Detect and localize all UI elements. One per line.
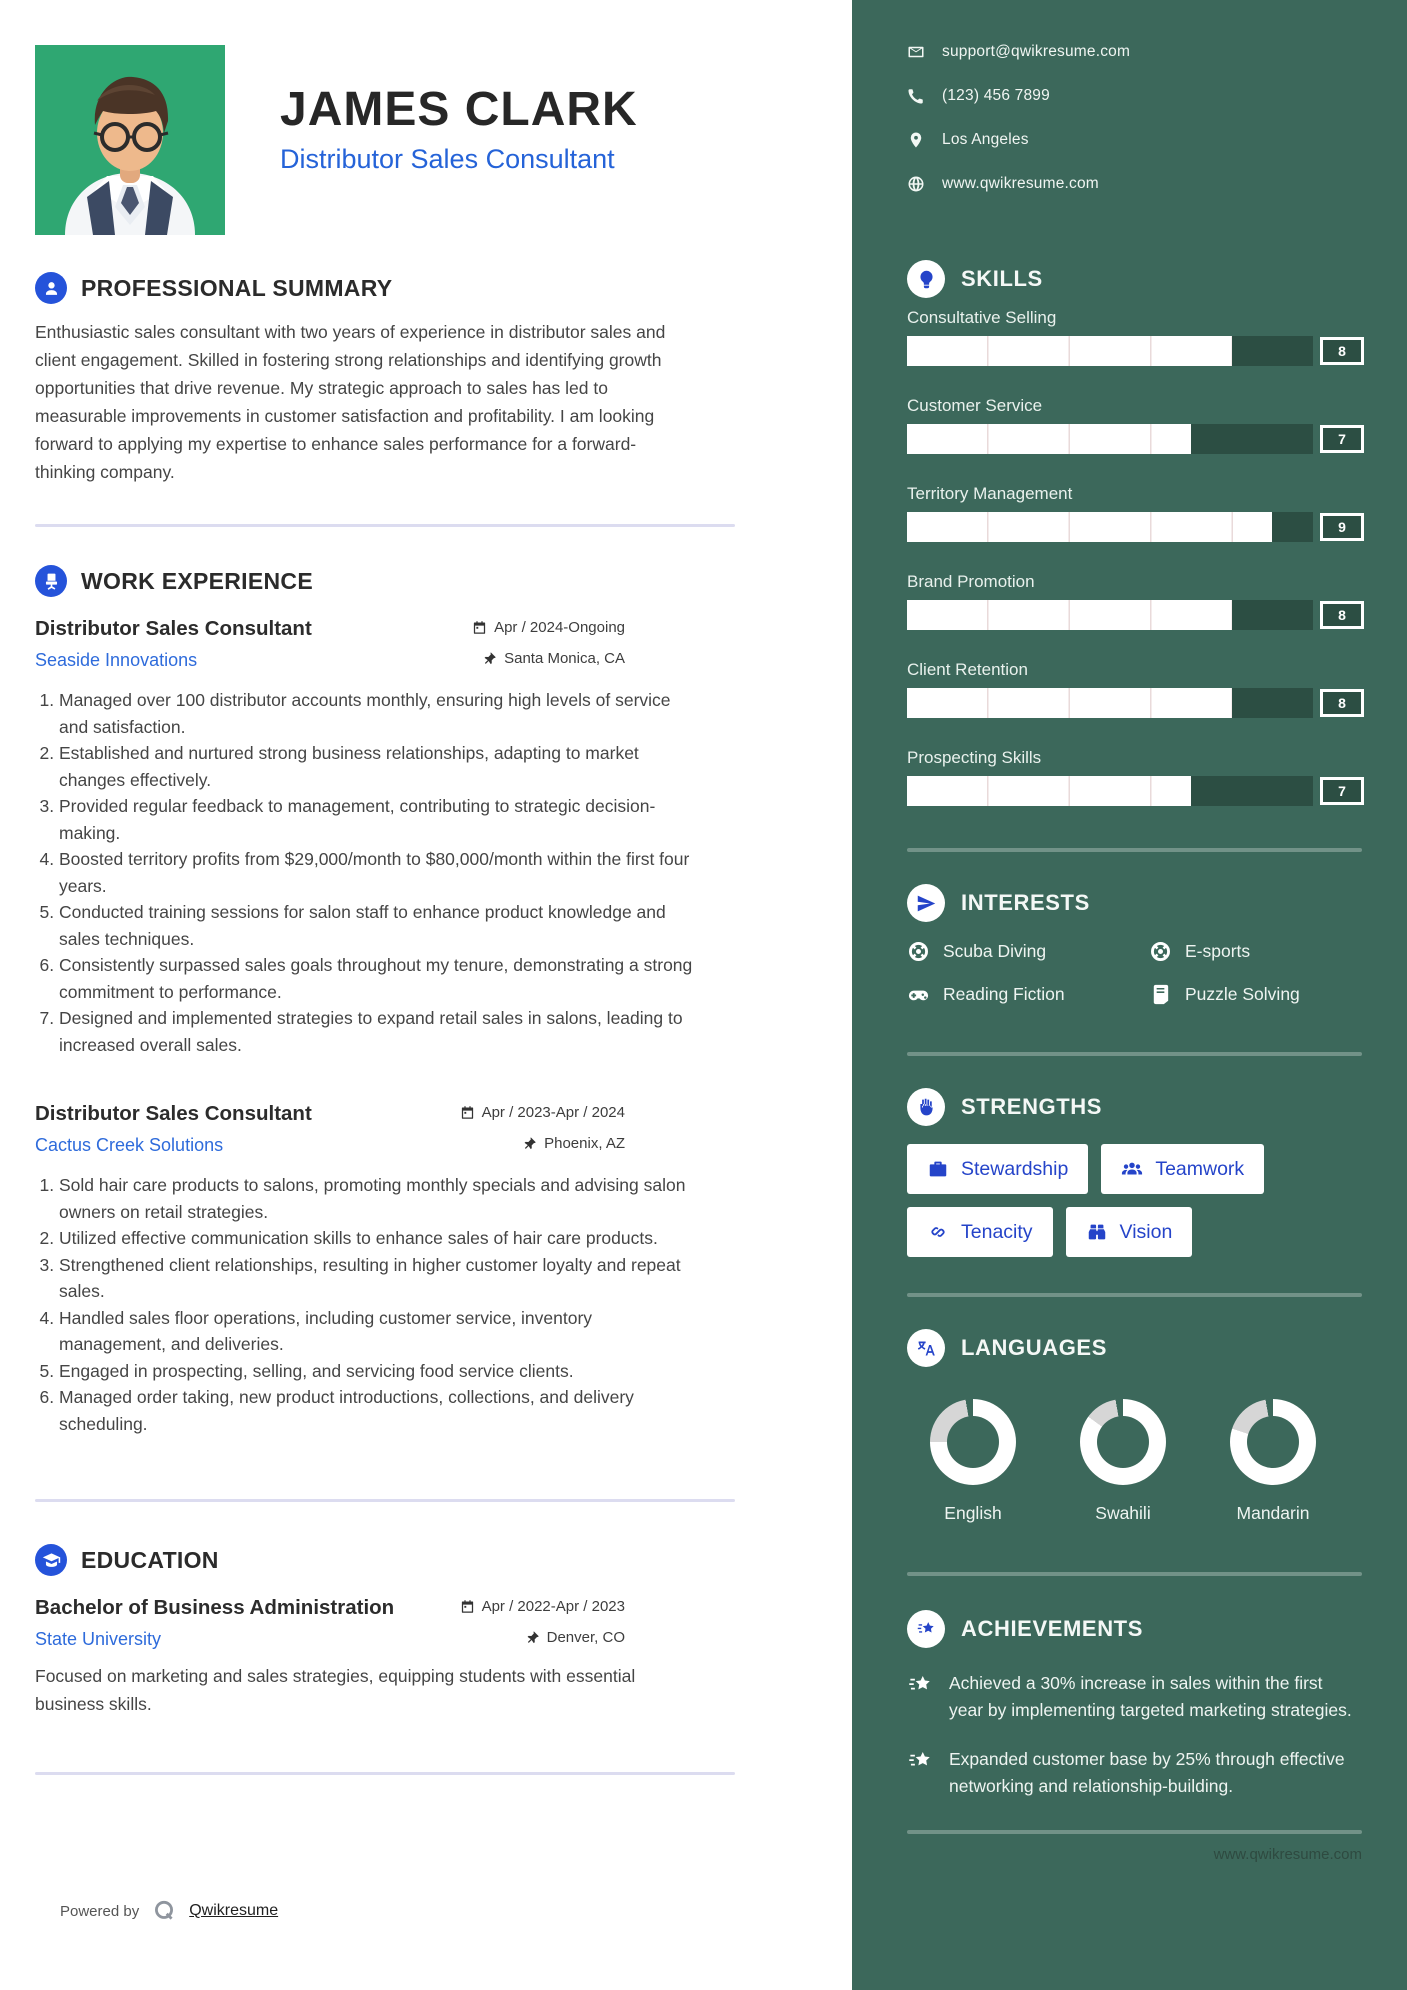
- language-item: [1213, 1399, 1333, 1524]
- skill-bar-fill: [907, 512, 1272, 542]
- profile-photo: [35, 45, 225, 235]
- contact-email[interactable]: support@qwikresume.com: [907, 30, 1362, 74]
- translate-icon: [907, 1329, 945, 1367]
- skill-bar-row: [907, 688, 1362, 718]
- strength-label: Teamwork: [1155, 1157, 1245, 1180]
- skill-score-badge: 8: [1320, 689, 1364, 717]
- interest-item: [1149, 983, 1362, 1006]
- strength-pill: [1101, 1144, 1264, 1194]
- book-icon: [1149, 983, 1172, 1006]
- education-description: Focused on marketing and sales strategies, equipping students with essential business skills.: [35, 1666, 636, 1714]
- skill-name: Territory Management: [907, 484, 1073, 503]
- job-bullet: 4. Handled sales floor operations, including customer service, inventory management, and deliveries.: [59, 1305, 699, 1358]
- language-label: Swahili: [1095, 1503, 1151, 1523]
- job-bullet: 2. Utilized effective communication skills to enhance sales of hair care products.: [59, 1225, 699, 1252]
- fist-icon: [907, 1088, 945, 1126]
- education-dates: Apr / 2022-Apr / 2023: [460, 1598, 735, 1615]
- job-title-row: [35, 1102, 735, 1126]
- skill-bar-fill: [907, 424, 1191, 454]
- skill-bar-fill: [907, 688, 1232, 718]
- job-bullet: 3. Provided regular feedback to management, contributing to strategic decision-making.: [59, 793, 699, 846]
- paper-plane-icon: [907, 884, 945, 922]
- job-dates: [472, 619, 735, 636]
- languages-list: [913, 1399, 1333, 1524]
- shooting-star-icon: [907, 1748, 934, 1775]
- calendar-icon: [460, 1599, 475, 1614]
- footer-powered-by: [60, 1898, 278, 1924]
- contact-website[interactable]: www.qwikresume.com: [907, 162, 1362, 206]
- section-work-experience: [35, 565, 735, 1437]
- contact-phone: (123) 456 7899: [907, 74, 1362, 118]
- lifebuoy-icon: [1149, 940, 1172, 963]
- skill-name: Brand Promotion: [907, 572, 1035, 591]
- powered-by-label: Powered by: [60, 1902, 140, 1920]
- job-bullet: 5. Engaged in prospecting, selling, and servicing food service clients.: [59, 1358, 699, 1385]
- skill-score-badge: 7: [1320, 777, 1364, 805]
- divider: [907, 1293, 1362, 1297]
- team-icon: [1121, 1158, 1143, 1180]
- job-bullet: 1. Managed over 100 distributor accounts monthly, ensuring high levels of service and satisfaction.: [59, 687, 699, 740]
- job-bullet: 3. Strengthened client relationships, resulting in higher customer loyalty and repeat sales.: [59, 1252, 699, 1305]
- skill-item: [907, 396, 1362, 454]
- education-entry: [35, 1596, 735, 1718]
- strength-label: Vision: [1119, 1220, 1173, 1243]
- name-block: [280, 83, 638, 175]
- interest-item: [907, 940, 1149, 963]
- skill-bar-fill: [907, 776, 1191, 806]
- job-location-text: Phoenix, AZ: [544, 1135, 625, 1152]
- skill-item: [907, 748, 1362, 806]
- person-icon: [35, 272, 67, 304]
- language-label: English: [944, 1503, 1002, 1523]
- achievement-text: Expanded customer base by 25% through effective networking and relationship-building.: [949, 1749, 1345, 1796]
- divider: [907, 1830, 1362, 1834]
- globe-icon: [907, 175, 925, 193]
- profile-photo-illustration: [35, 45, 225, 235]
- language-item: [913, 1399, 1033, 1524]
- interest-item: [1149, 940, 1362, 963]
- gamepad-icon: [907, 983, 930, 1006]
- summary-text: Enthusiastic sales consultant with two years of experience in distributor sales and client engagement. Skilled in fostering strong relationships and identifying growth opportunities that drive revenue. My strategic approach to sales has led to measurable improvements in customer satisfaction and profitability. I am looking forward to applying my expertise to enhance sales performance for a forward-thinking company.: [35, 322, 666, 482]
- section-education: [35, 1544, 735, 1718]
- pushpin-icon: [525, 1630, 540, 1645]
- divider: [907, 848, 1362, 852]
- qwikresume-link[interactable]: Qwikresume: [189, 1902, 279, 1919]
- skill-score-badge: 9: [1320, 513, 1364, 541]
- interest-label: Scuba Diving: [943, 941, 1047, 961]
- briefcase-icon: [927, 1158, 949, 1180]
- skill-name: Customer Service: [907, 396, 1043, 415]
- divider: [907, 1572, 1362, 1576]
- right-panel: [852, 0, 1407, 1990]
- panel-website-link[interactable]: www.qwikresume.com: [1213, 1846, 1362, 1863]
- job-dates-text: Apr / 2023-Apr / 2024: [481, 1104, 625, 1121]
- job-bullet: 4. Boosted territory profits from $29,000/month to $80,000/month within the first four years.: [59, 846, 699, 899]
- company-link: Cactus Creek Solutions: [35, 1135, 224, 1155]
- job-entry: [35, 617, 735, 1058]
- left-column: [35, 0, 735, 1990]
- education-title: EDUCATION: [81, 1546, 219, 1573]
- skill-bar-track: [907, 776, 1313, 806]
- job-title-row: [35, 617, 735, 641]
- pushpin-icon: [522, 1136, 537, 1151]
- job-bullet: 1. Sold hair care products to salons, promoting monthly specials and advising salon owners on retail strategies.: [59, 1172, 699, 1225]
- language-item: [1063, 1399, 1183, 1524]
- work-title: WORK EXPERIENCE: [81, 567, 313, 594]
- interests-list: [907, 940, 1362, 1006]
- divider: [35, 1772, 735, 1775]
- strength-label: Stewardship: [961, 1157, 1069, 1180]
- achievements-header: ACHIEVEMENTS: [907, 1610, 1362, 1648]
- job-bullet-list: [35, 1172, 699, 1437]
- contact-location: Los Angeles: [907, 118, 1362, 162]
- achievements-list: [907, 1670, 1362, 1800]
- strength-pill: [907, 1207, 1053, 1257]
- divider: [35, 524, 735, 527]
- language-donut-chart: [1080, 1399, 1166, 1485]
- calendar-icon: [472, 620, 487, 635]
- bulb-icon: [907, 260, 945, 298]
- skill-bar-track: [907, 688, 1313, 718]
- job-entry: [35, 1102, 735, 1437]
- shooting-star-icon: [907, 1610, 945, 1648]
- job-dates: [460, 1104, 735, 1121]
- language-donut-chart: [1230, 1399, 1316, 1485]
- achievement-item: [907, 1746, 1362, 1800]
- interest-label: E-sports: [1185, 941, 1251, 961]
- skill-bar-row: [907, 600, 1362, 630]
- skill-item: [907, 572, 1362, 630]
- language-label: Mandarin: [1236, 1503, 1310, 1523]
- education-header: [35, 1544, 735, 1576]
- divider: [35, 1499, 735, 1502]
- section-professional-summary: [35, 272, 735, 486]
- skill-bar-track: [907, 424, 1313, 454]
- job-bullet: 6. Consistently surpassed sales goals throughout my tenure, demonstrating a strong commitment to performance.: [59, 952, 699, 1005]
- strength-label: Tenacity: [961, 1220, 1033, 1243]
- graduation-icon: [35, 1544, 67, 1576]
- strengths-header: STRENGTHS: [907, 1088, 1362, 1126]
- job-bullet: 2. Established and nurtured strong business relationships, adapting to market changes effectively.: [59, 740, 699, 793]
- interest-label: Puzzle Solving: [1185, 984, 1300, 1004]
- language-donut-chart: [930, 1399, 1016, 1485]
- divider: [907, 1052, 1362, 1056]
- skill-score-badge: 8: [1320, 337, 1364, 365]
- job-bullet: 6. Managed order taking, new product introductions, collections, and delivery scheduling.: [59, 1384, 699, 1437]
- skill-bar-row: [907, 776, 1362, 806]
- lifebuoy-icon: [907, 940, 930, 963]
- job-title: Distributor Sales Consultant: [35, 617, 312, 640]
- summary-header: [35, 272, 735, 304]
- map-pin-icon: [907, 131, 925, 149]
- skill-bar-track: [907, 336, 1313, 366]
- job-list: [35, 617, 735, 1437]
- skill-item: [907, 660, 1362, 718]
- company-link: Seaside Innovations: [35, 650, 198, 670]
- job-company-row: [35, 1126, 735, 1156]
- calendar-icon: [460, 1105, 475, 1120]
- skill-bar-track: [907, 600, 1313, 630]
- phone-icon: [907, 87, 925, 105]
- languages-header: LANGUAGES: [907, 1329, 1362, 1367]
- skill-bar-row: [907, 424, 1362, 454]
- strength-pill: [907, 1144, 1088, 1194]
- degree: Bachelor of Business Administration: [35, 1596, 395, 1619]
- education-location: Denver, CO: [525, 1629, 735, 1646]
- skills-header: SKILLS: [907, 260, 1362, 298]
- summary-title: PROFESSIONAL SUMMARY: [81, 274, 393, 301]
- job-company-row: [35, 641, 735, 671]
- skill-name: Client Retention: [907, 660, 1028, 679]
- interest-label: Reading Fiction: [943, 984, 1065, 1004]
- skill-name: Prospecting Skills: [907, 748, 1042, 767]
- interest-item: [907, 983, 1149, 1006]
- job-location: [522, 1135, 735, 1152]
- job-bullet-list: [35, 687, 699, 1058]
- office-chair-icon: [35, 565, 67, 597]
- qwikresume-logo-icon: [151, 1898, 177, 1924]
- skill-score-badge: 8: [1320, 601, 1364, 629]
- skill-bar-track: [907, 512, 1313, 542]
- skill-item: [907, 484, 1362, 542]
- school-link: State University: [35, 1629, 162, 1649]
- skill-item: [907, 308, 1362, 366]
- skill-bar-row: [907, 336, 1362, 366]
- pushpin-icon: [482, 651, 497, 666]
- binoculars-icon: [1086, 1221, 1108, 1243]
- job-title: Distributor Sales Consultant: [35, 1102, 312, 1125]
- job-bullet: 7. Designed and implemented strategies to expand retail sales in salons, leading to increased overall sales.: [59, 1005, 699, 1058]
- skill-bar-fill: [907, 600, 1232, 630]
- skill-bar-row: [907, 512, 1362, 542]
- achievement-text: Achieved a 30% increase in sales within the first year by implementing targeted marketing strategies.: [949, 1673, 1352, 1720]
- link-icon: [927, 1221, 949, 1243]
- strength-pill: [1066, 1207, 1193, 1257]
- strengths-list: [907, 1144, 1347, 1257]
- skill-score-badge: 7: [1320, 425, 1364, 453]
- skill-name: Consultative Selling: [907, 308, 1057, 327]
- candidate-title: Distributor Sales Consultant: [280, 144, 615, 174]
- interests-header: INTERESTS: [907, 884, 1362, 922]
- skill-bar-fill: [907, 336, 1232, 366]
- job-location-text: Santa Monica, CA: [504, 650, 625, 667]
- work-header: [35, 565, 735, 597]
- job-bullet: 5. Conducted training sessions for salon staff to enhance product knowledge and sales techniques.: [59, 899, 699, 952]
- job-dates-text: Apr / 2024-Ongoing: [494, 619, 625, 636]
- job-location: [482, 650, 735, 667]
- candidate-name: JAMES CLARK: [280, 83, 638, 136]
- achievement-item: [907, 1670, 1362, 1724]
- skills-list: [907, 308, 1362, 806]
- envelope-icon: [907, 43, 925, 61]
- shooting-star-icon: [907, 1672, 934, 1699]
